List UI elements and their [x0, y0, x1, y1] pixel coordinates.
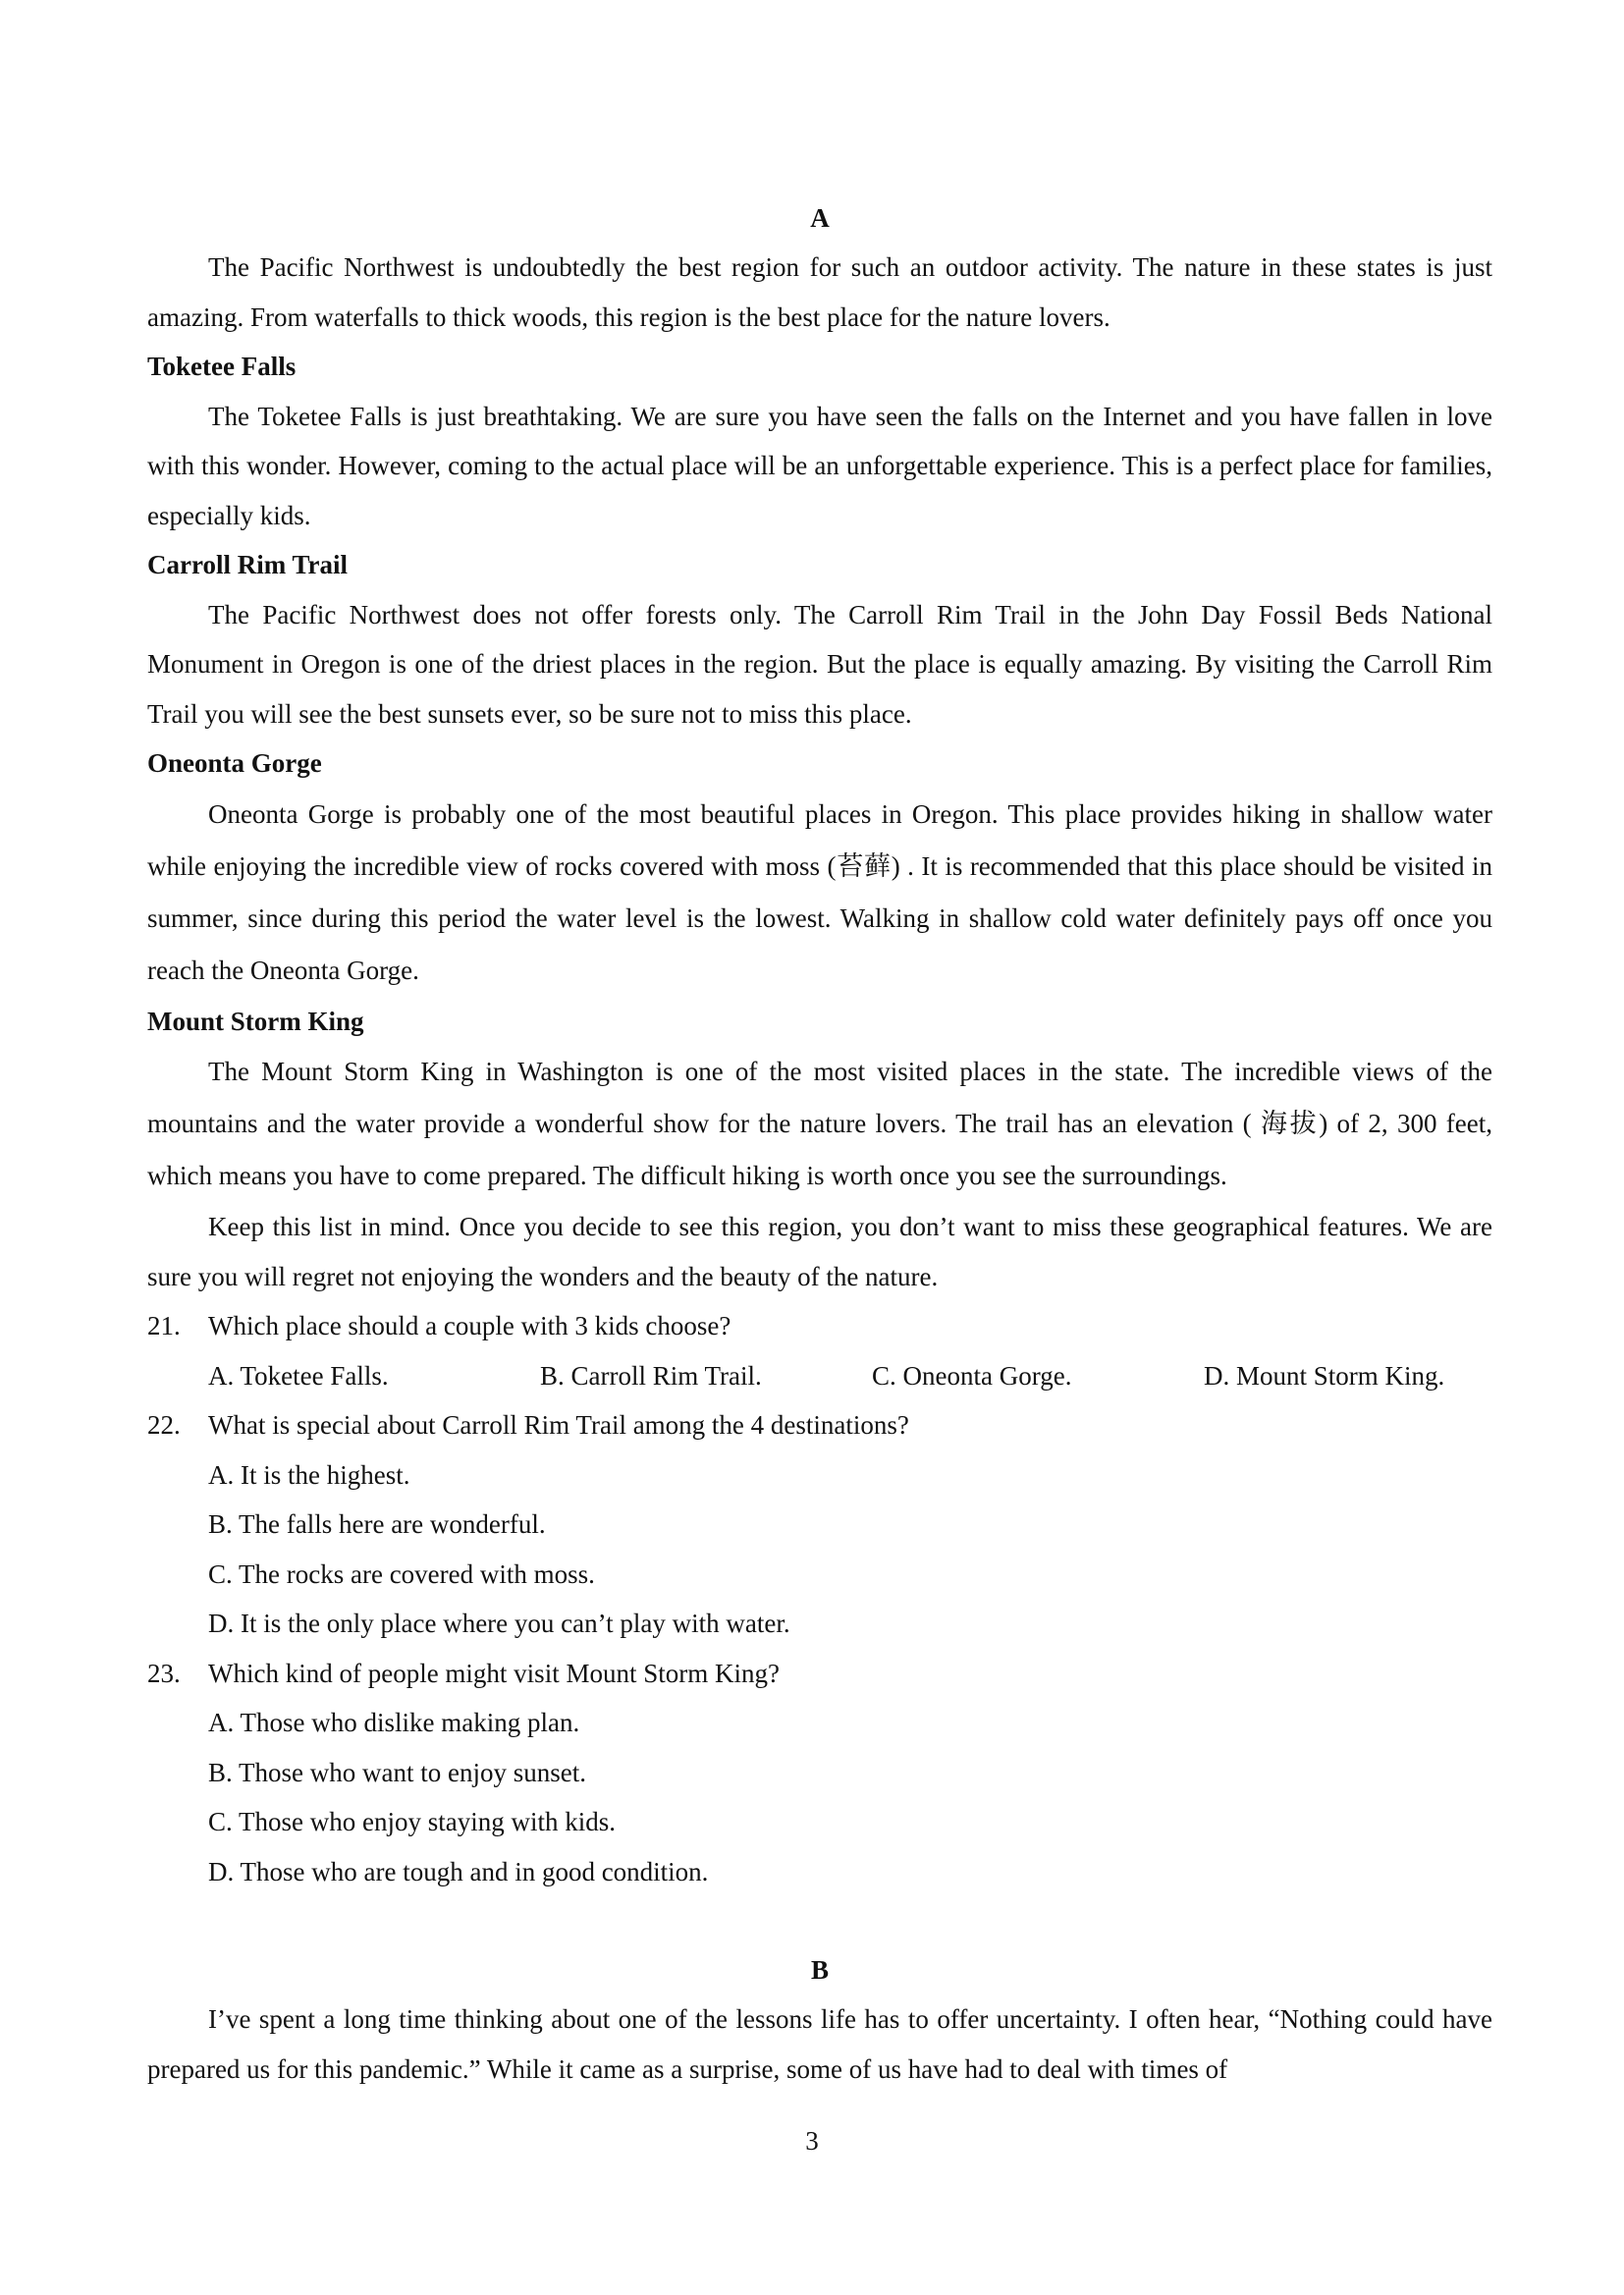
option-b: B. Carroll Rim Trail.: [540, 1360, 762, 1391]
question-number: 21.: [147, 1311, 181, 1340]
option-d: D. Mount Storm King.: [1204, 1360, 1445, 1391]
option-c: C. Those who enjoy staying with kids.: [208, 1807, 616, 1836]
place-heading-toketee-falls: Toketee Falls: [147, 352, 297, 381]
question-text: What is special about Carroll Rim Trail among the 4 destinations?: [208, 1410, 909, 1440]
page-number: 3: [805, 2126, 819, 2156]
option-c: C. The rocks are covered with moss.: [208, 1558, 595, 1589]
option-b: B. Those who want to enjoy sunset.: [208, 1757, 586, 1787]
option-a: A. Toketee Falls.: [208, 1360, 389, 1391]
option-c: C. Oneonta Gorge.: [872, 1360, 1072, 1391]
question-22: [147, 1400, 1492, 1450]
option-d: D. Those who are tough and in good condition.: [208, 1856, 709, 1886]
section-a-closing: Keep this list in mind. Once you decide to see this region, you don’t want to miss these geographical features. We are sure you will regret not enjoying the wonders and the beauty of the nature.: [147, 1212, 1492, 1291]
place-text-oneonta-gorge: Oneonta Gorge is probably one of the most beautiful places in Oregon. This place provides hiking in shallow water while enjoying the incredible view of rocks covered with moss (苔藓) . It is recommended that this place should be visited in summer, since during this period the water level is the lowest. Walking in shallow cold water definitely pays off once you reach the Oneonta Gorge.: [147, 798, 1492, 985]
question-number: 22.: [147, 1410, 181, 1440]
section-b-title: B: [810, 1955, 829, 1985]
section-b-text: I’ve spent a long time thinking about one of the lessons life has to offer uncertainty. I often hear, “Nothing could have prepared us for this pandemic.” While it came as a surprise, some of us have had to deal with times of: [147, 2004, 1492, 2084]
option-b: B. The falls here are wonderful.: [208, 1509, 546, 1539]
option-a: A. Those who dislike making plan.: [208, 1708, 580, 1737]
question-text: Which place should a couple with 3 kids choose?: [208, 1311, 731, 1340]
question-21-options: [147, 1351, 1492, 1401]
place-heading-oneonta-gorge: Oneonta Gorge: [147, 748, 322, 778]
place-heading-mount-storm-king: Mount Storm King: [147, 1006, 364, 1036]
place-text-mount-storm-king: The Mount Storm King in Washington is one of the most visited places in the state. The incredible views of the mountains and the water provide a wonderful show for the nature lovers. The trail has an elevation ( 海拔) of 2, 300 feet, which means you have to come prepared. The difficult hiking is worth once you see the surroundings.: [147, 1057, 1492, 1190]
place-heading-carroll-rim-trail: Carroll Rim Trail: [147, 550, 348, 579]
question-23: [147, 1649, 1492, 1699]
question-number: 23.: [147, 1658, 181, 1688]
place-text-carroll-rim-trail: The Pacific Northwest does not offer forests only. The Carroll Rim Trail in the John Day Fossil Beds National Monument in Oregon is one of the driest places in the region. But the place is equally amazing. By visiting the Carroll Rim Trail you will see the best sunsets ever, so be sure not to miss this place.: [147, 599, 1492, 729]
question-text: Which kind of people might visit Mount Storm King?: [208, 1658, 780, 1688]
section-a-intro: The Pacific Northwest is undoubtedly the best region for such an outdoor activity. The nature in these states is just amazing. From waterfalls to thick woods, this region is the best place for the nature lovers.: [147, 252, 1492, 332]
question-21: [147, 1301, 1492, 1351]
option-a: A. It is the highest.: [208, 1459, 410, 1490]
document-page: [147, 193, 1492, 2094]
section-spacer: [147, 1896, 1492, 1945]
place-text-toketee-falls: The Toketee Falls is just breathtaking. We are sure you have seen the falls on the Internet and you have fallen in love with this wonder. However, coming to the actual place will be an unforgettable experience. This is a perfect place for families, especially kids.: [147, 401, 1492, 530]
option-d: D. It is the only place where you can’t play with water.: [208, 1609, 790, 1638]
section-a-title: A: [810, 203, 830, 233]
